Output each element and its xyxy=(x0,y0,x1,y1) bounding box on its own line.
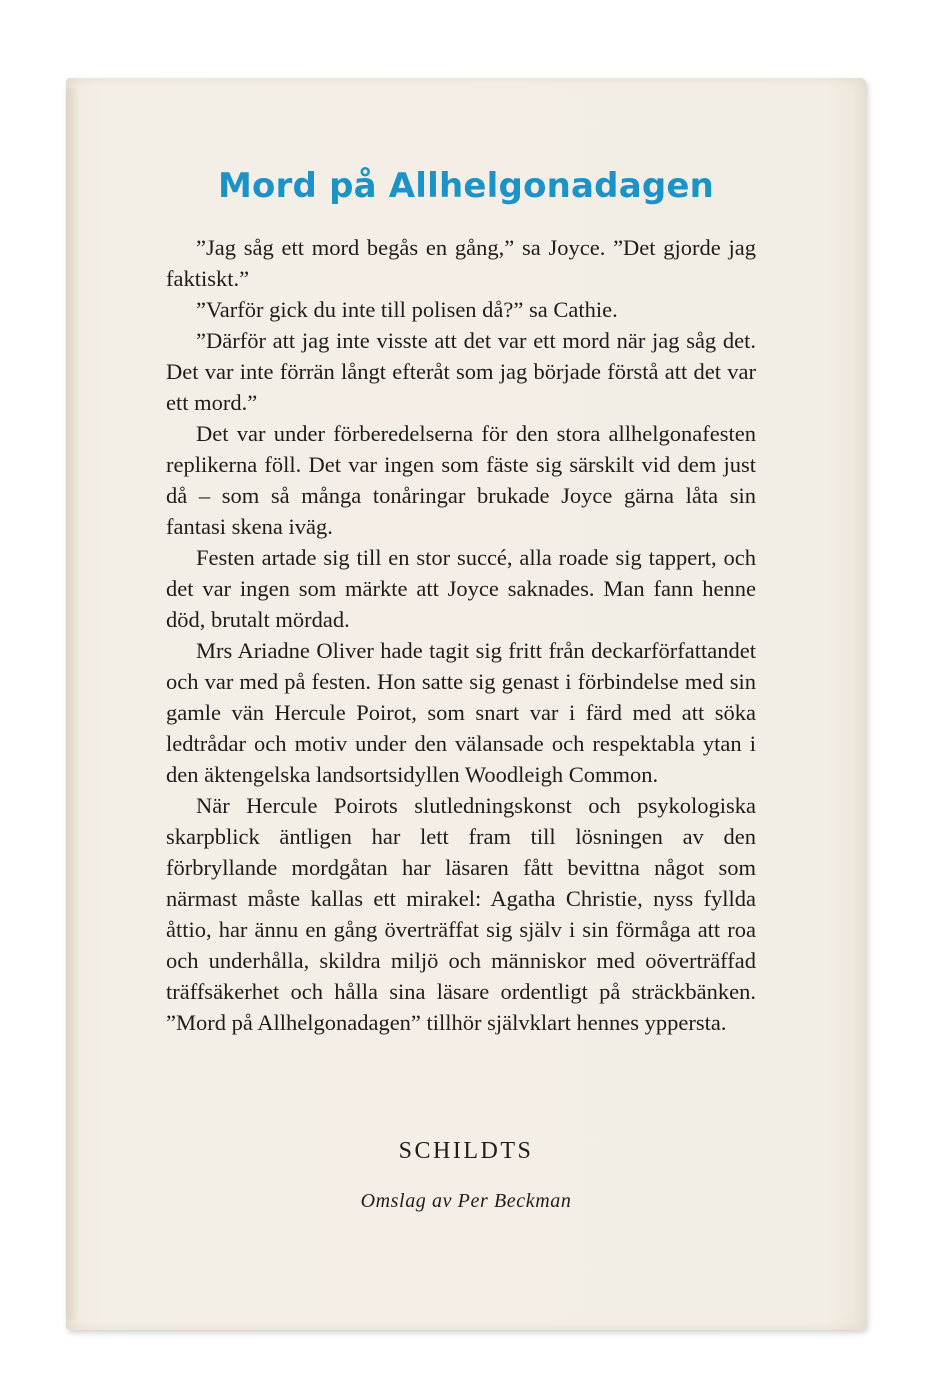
blurb-paragraph: När Hercule Poirots slutledningskonst och psykologiska skarpblick äntligen har lett fram till lösningen av den förbryllande mordgåtan har läsaren fått bevittna något som närmast måste kallas ett mirakel: Agatha Christie, nyss fyllda åttio, har ännu en gång överträffat sig själv i sin förmåga att roa och underhålla, skildra miljö och människor med oöverträffad träffsäkerhet och hålla sina läsare ordentligt på sträckbänken. ”Mord på Allhelgonadagen” tillhör självklart hennes yppersta. xyxy=(166,793,756,1035)
blurb-paragraph: ”Därför att jag inte visste att det var ett mord när jag såg det. Det var inte förrän långt efteråt som jag började förstå att det var ett mord.” xyxy=(166,328,756,415)
spine-edge xyxy=(66,88,78,1320)
blurb-paragraph: Mrs Ariadne Oliver hade tagit sig fritt från deckarförfattandet och var med på festen. Hon satte sig genast i förbindelse med sin gamle vän Hercule Poirot, som snart var i färd med att söka ledtrådar och motiv under den välansade och respektabla ytan i den äktengelska landsortsidyllen Woodleigh Common. xyxy=(166,638,756,787)
blurb-text xyxy=(166,232,756,1038)
book-title: Mord på Allhelgonadagen xyxy=(217,166,715,206)
publisher-name: SCHILDTS xyxy=(398,1138,534,1164)
book-back-cover xyxy=(66,78,866,1330)
blurb-paragraph: Festen artade sig till en stor succé, alla roade sig tappert, och det var ingen som märkte att Joyce saknades. Man fann henne död, brutalt mördad. xyxy=(166,545,756,632)
blurb-paragraph: ”Varför gick du inte till polisen då?” sa Cathie. xyxy=(196,297,618,322)
blurb-paragraph: ”Jag såg ett mord begås en gång,” sa Joyce. ”Det gjorde jag faktiskt.” xyxy=(166,235,756,291)
blurb-paragraph: Det var under förberedelserna för den stora allhelgonafesten replikerna föll. Det var ingen som fäste sig särskilt vid dem just då – som så många tonåringar brukade Joyce gärna låta sin fantasi skena iväg. xyxy=(166,421,756,539)
cover-credit: Omslag av Per Beckman xyxy=(360,1190,572,1212)
